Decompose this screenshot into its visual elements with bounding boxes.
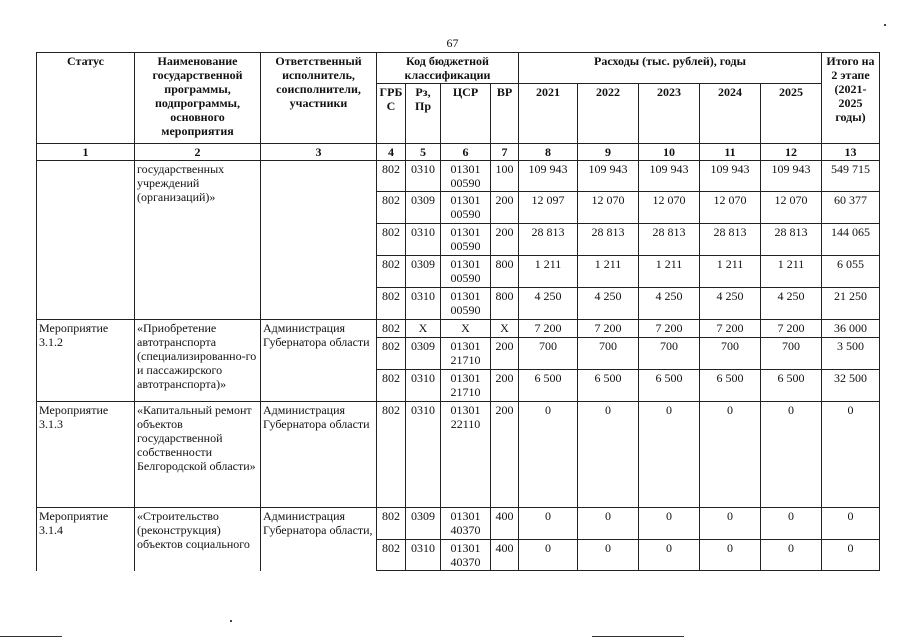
scan-speck bbox=[230, 620, 232, 622]
column-number: 3 bbox=[261, 144, 377, 161]
column-number: 12 bbox=[761, 144, 822, 161]
csr-part: 01301 bbox=[450, 289, 481, 303]
header-grbs: ГРБ С bbox=[377, 84, 406, 144]
value-2024: 28 813 bbox=[700, 224, 761, 256]
vr-cell: 200 bbox=[491, 338, 519, 370]
csr-part: 21710 bbox=[450, 353, 481, 367]
header-vr: ВР bbox=[491, 84, 519, 144]
value-2021: 28 813 bbox=[519, 224, 578, 256]
grbs-cell: 802 bbox=[377, 402, 406, 508]
grbs-cell: 802 bbox=[377, 256, 406, 288]
value-2025: 0 bbox=[761, 508, 822, 540]
csr-part: 21710 bbox=[450, 385, 481, 399]
table-row bbox=[37, 508, 880, 540]
header-year-2024: 2024 bbox=[700, 84, 761, 144]
value-2025: 0 bbox=[761, 540, 822, 571]
scan-speck bbox=[884, 24, 886, 26]
executor-cell: Администрация Губернатора области, bbox=[261, 508, 377, 571]
grbs-cell: 802 bbox=[377, 540, 406, 571]
executor-cell: Администрация Губернатора области bbox=[261, 402, 377, 508]
header-expenses: Расходы (тыс. рублей), годы bbox=[519, 53, 822, 84]
value-2022: 1 211 bbox=[578, 256, 639, 288]
page-number: 67 bbox=[446, 36, 459, 50]
header-budget-code: Код бюджетной классификации bbox=[377, 53, 519, 84]
csr-part: 01301 bbox=[450, 162, 481, 176]
vr-cell: 400 bbox=[491, 540, 519, 571]
value-2022: 28 813 bbox=[578, 224, 639, 256]
value-total: 3 500 bbox=[822, 338, 880, 370]
rz-pr-cell: 0310 bbox=[406, 288, 441, 320]
column-number-row bbox=[37, 144, 880, 161]
csr-part: 40370 bbox=[450, 555, 481, 569]
grbs-cell: 802 bbox=[377, 320, 406, 338]
rz-pr-cell: 0309 bbox=[406, 192, 441, 224]
vr-cell: 800 bbox=[491, 256, 519, 288]
csr-cell bbox=[441, 540, 491, 571]
csr-part: 00590 bbox=[450, 239, 481, 253]
value-2025: 109 943 bbox=[761, 161, 822, 192]
column-number: 11 bbox=[700, 144, 761, 161]
column-number: 13 bbox=[822, 144, 880, 161]
rz-pr-cell: 0310 bbox=[406, 370, 441, 402]
status-cell: Мероприятие 3.1.4 bbox=[37, 508, 135, 571]
value-2021: 0 bbox=[519, 540, 578, 571]
rz-pr-cell: 0310 bbox=[406, 161, 441, 192]
grbs-cell: 802 bbox=[377, 288, 406, 320]
value-2025: 1 211 bbox=[761, 256, 822, 288]
csr-part: 01301 bbox=[450, 403, 481, 417]
value-total: 144 065 bbox=[822, 224, 880, 256]
csr-part: 00590 bbox=[450, 207, 481, 221]
grbs-cell: 802 bbox=[377, 161, 406, 192]
value-2021: 6 500 bbox=[519, 370, 578, 402]
table-row bbox=[37, 161, 880, 192]
csr-cell bbox=[441, 370, 491, 402]
csr-part: 01301 bbox=[450, 339, 481, 353]
value-2024: 700 bbox=[700, 338, 761, 370]
status-cell: Мероприятие 3.1.2 bbox=[37, 320, 135, 402]
value-2024: 0 bbox=[700, 540, 761, 571]
vr-cell: 800 bbox=[491, 288, 519, 320]
table-row bbox=[37, 320, 880, 338]
column-number: 4 bbox=[377, 144, 406, 161]
rz-pr-cell: 0310 bbox=[406, 224, 441, 256]
column-number: 2 bbox=[135, 144, 261, 161]
csr-part: X bbox=[461, 321, 470, 335]
vr-cell: 100 bbox=[491, 161, 519, 192]
csr-cell bbox=[441, 288, 491, 320]
value-2023: 0 bbox=[639, 402, 700, 508]
value-2025: 6 500 bbox=[761, 370, 822, 402]
value-2023: 28 813 bbox=[639, 224, 700, 256]
value-total: 60 377 bbox=[822, 192, 880, 224]
header-year-2023: 2023 bbox=[639, 84, 700, 144]
value-2022: 700 bbox=[578, 338, 639, 370]
grbs-cell: 802 bbox=[377, 192, 406, 224]
value-2023: 7 200 bbox=[639, 320, 700, 338]
value-2022: 12 070 bbox=[578, 192, 639, 224]
value-total: 0 bbox=[822, 402, 880, 508]
rz-pr-cell: 0309 bbox=[406, 256, 441, 288]
name-cell: государственных учреждений (организаций)» bbox=[135, 161, 261, 320]
name-cell: «Строительство (реконструкция) объектов социального bbox=[135, 508, 261, 571]
vr-cell: X bbox=[491, 320, 519, 338]
vr-cell: 400 bbox=[491, 508, 519, 540]
scan-edge-line bbox=[592, 636, 684, 637]
value-2024: 0 bbox=[700, 508, 761, 540]
header-year-2022: 2022 bbox=[578, 84, 639, 144]
value-2022: 7 200 bbox=[578, 320, 639, 338]
header-total: Итого на 2 этапе (2021-2025 годы) bbox=[822, 53, 880, 144]
value-2023: 12 070 bbox=[639, 192, 700, 224]
rz-pr-cell: 0309 bbox=[406, 508, 441, 540]
value-2025: 12 070 bbox=[761, 192, 822, 224]
value-2023: 1 211 bbox=[639, 256, 700, 288]
grbs-cell: 802 bbox=[377, 508, 406, 540]
csr-part: 22110 bbox=[450, 417, 481, 431]
value-2023: 0 bbox=[639, 540, 700, 571]
csr-cell bbox=[441, 224, 491, 256]
header-executor: Ответственный исполнитель, соисполнители, участники bbox=[261, 53, 377, 144]
value-2025: 0 bbox=[761, 402, 822, 508]
csr-cell bbox=[441, 338, 491, 370]
value-2024: 7 200 bbox=[700, 320, 761, 338]
value-2025: 28 813 bbox=[761, 224, 822, 256]
value-2025: 4 250 bbox=[761, 288, 822, 320]
name-cell: «Приобретение автотранспорта (специализированно-го и пассажирского автотранспорта)» bbox=[135, 320, 261, 402]
value-total: 36 000 bbox=[822, 320, 880, 338]
csr-part: 40370 bbox=[450, 523, 481, 537]
value-2023: 700 bbox=[639, 338, 700, 370]
grbs-cell: 802 bbox=[377, 370, 406, 402]
value-2025: 700 bbox=[761, 338, 822, 370]
column-number: 8 bbox=[519, 144, 578, 161]
vr-cell: 200 bbox=[491, 402, 519, 508]
csr-part: 01301 bbox=[450, 225, 481, 239]
grbs-cell: 802 bbox=[377, 338, 406, 370]
status-cell bbox=[37, 161, 135, 320]
csr-part: 00590 bbox=[450, 176, 481, 190]
column-number: 9 bbox=[578, 144, 639, 161]
scan-edge-line bbox=[0, 636, 62, 637]
value-2021: 109 943 bbox=[519, 161, 578, 192]
csr-cell bbox=[441, 192, 491, 224]
column-number: 10 bbox=[639, 144, 700, 161]
value-2021: 700 bbox=[519, 338, 578, 370]
value-2022: 0 bbox=[578, 402, 639, 508]
value-total: 6 055 bbox=[822, 256, 880, 288]
csr-cell bbox=[441, 320, 491, 338]
vr-cell: 200 bbox=[491, 370, 519, 402]
value-total: 0 bbox=[822, 540, 880, 571]
value-2021: 7 200 bbox=[519, 320, 578, 338]
value-total: 21 250 bbox=[822, 288, 880, 320]
value-2024: 1 211 bbox=[700, 256, 761, 288]
header-year-2025: 2025 bbox=[761, 84, 822, 144]
vr-cell: 200 bbox=[491, 224, 519, 256]
column-number: 6 bbox=[441, 144, 491, 161]
value-2025: 7 200 bbox=[761, 320, 822, 338]
value-2021: 0 bbox=[519, 508, 578, 540]
csr-cell bbox=[441, 161, 491, 192]
csr-part: 01301 bbox=[450, 541, 481, 555]
value-2021: 1 211 bbox=[519, 256, 578, 288]
rz-pr-cell: 0309 bbox=[406, 338, 441, 370]
header-year-2021: 2021 bbox=[519, 84, 578, 144]
value-2024: 4 250 bbox=[700, 288, 761, 320]
status-cell: Мероприятие 3.1.3 bbox=[37, 402, 135, 508]
executor-cell: Администрация Губернатора области bbox=[261, 320, 377, 402]
value-2024: 6 500 bbox=[700, 370, 761, 402]
value-total: 32 500 bbox=[822, 370, 880, 402]
column-number: 1 bbox=[37, 144, 135, 161]
value-2022: 4 250 bbox=[578, 288, 639, 320]
csr-part: 01301 bbox=[450, 509, 481, 523]
value-2022: 0 bbox=[578, 508, 639, 540]
header-name: Наименование государственной программы, подпрограммы, основного мероприятия bbox=[135, 53, 261, 144]
csr-part: 00590 bbox=[450, 271, 481, 285]
rz-pr-cell: 0310 bbox=[406, 540, 441, 571]
csr-part: 01301 bbox=[450, 193, 481, 207]
header-csr: ЦСР bbox=[441, 84, 491, 144]
value-2024: 12 070 bbox=[700, 192, 761, 224]
name-cell: «Капитальный ремонт объектов государственной собственности Белгородской области» bbox=[135, 402, 261, 508]
csr-cell bbox=[441, 508, 491, 540]
value-2021: 4 250 bbox=[519, 288, 578, 320]
column-number: 7 bbox=[491, 144, 519, 161]
rz-pr-cell: X bbox=[406, 320, 441, 338]
csr-part: 01301 bbox=[450, 371, 481, 385]
header-rz-pr: Рз, Пр bbox=[406, 84, 441, 144]
value-total: 549 715 bbox=[822, 161, 880, 192]
csr-part: 00590 bbox=[450, 303, 481, 317]
executor-cell bbox=[261, 161, 377, 320]
value-2023: 4 250 bbox=[639, 288, 700, 320]
grbs-cell: 802 bbox=[377, 224, 406, 256]
value-2022: 6 500 bbox=[578, 370, 639, 402]
rz-pr-cell: 0310 bbox=[406, 402, 441, 508]
vr-cell: 200 bbox=[491, 192, 519, 224]
budget-table bbox=[36, 52, 880, 571]
value-2024: 0 bbox=[700, 402, 761, 508]
csr-cell bbox=[441, 256, 491, 288]
value-2022: 109 943 bbox=[578, 161, 639, 192]
table-row bbox=[37, 402, 880, 508]
value-2023: 109 943 bbox=[639, 161, 700, 192]
csr-cell bbox=[441, 402, 491, 508]
value-2024: 109 943 bbox=[700, 161, 761, 192]
value-2022: 0 bbox=[578, 540, 639, 571]
csr-part: 01301 bbox=[450, 257, 481, 271]
value-2021: 12 097 bbox=[519, 192, 578, 224]
value-2021: 0 bbox=[519, 402, 578, 508]
value-2023: 0 bbox=[639, 508, 700, 540]
header-status: Статус bbox=[37, 53, 135, 144]
column-number: 5 bbox=[406, 144, 441, 161]
value-2023: 6 500 bbox=[639, 370, 700, 402]
value-total: 0 bbox=[822, 508, 880, 540]
